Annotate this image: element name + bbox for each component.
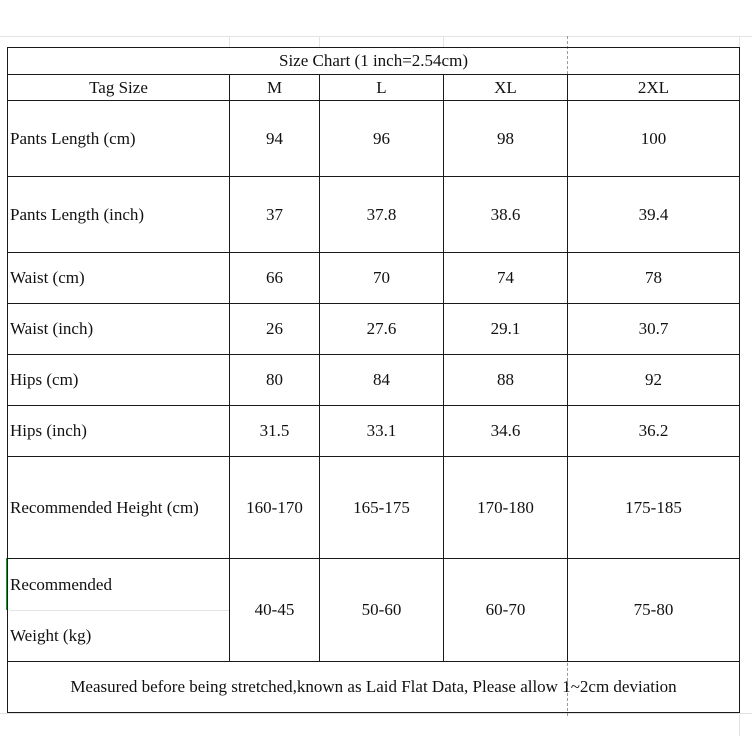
- size-chart-table: [7, 47, 740, 713]
- table-cell: 96: [320, 101, 444, 177]
- chart-title: Size Chart (1 inch=2.54cm): [8, 48, 740, 75]
- deviation-note: Measured before being stretched,known as Laid Flat Data, Please allow 1~2cm deviation: [8, 662, 740, 713]
- table-cell: 80: [230, 355, 320, 406]
- note-row: [8, 662, 740, 713]
- table-cell: 60-70: [444, 559, 568, 662]
- table-cell: 27.6: [320, 304, 444, 355]
- table-cell: 84: [320, 355, 444, 406]
- gridline: [0, 713, 752, 714]
- row-label: Recommended Height (cm): [8, 457, 230, 559]
- table-cell: 30.7: [568, 304, 740, 355]
- row-label: Pants Length (inch): [8, 177, 230, 253]
- table-cell: 38.6: [444, 177, 568, 253]
- header-size-l: L: [320, 75, 444, 101]
- row-label: Pants Length (cm): [8, 101, 230, 177]
- header-tag-size: Tag Size: [8, 75, 230, 101]
- table-row: [8, 355, 740, 406]
- table-row: [8, 559, 740, 662]
- table-cell: 92: [568, 355, 740, 406]
- table-cell: 160-170: [230, 457, 320, 559]
- row-label: Hips (cm): [8, 355, 230, 406]
- header-size-xl: XL: [444, 75, 568, 101]
- header-size-2xl: 2XL: [568, 75, 740, 101]
- table-cell: 66: [230, 253, 320, 304]
- row-label-line2: Weight (kg): [10, 626, 92, 645]
- table-cell: 31.5: [230, 406, 320, 457]
- table-cell: 75-80: [568, 559, 740, 662]
- table-cell: 26: [230, 304, 320, 355]
- row-label: Hips (inch): [8, 406, 230, 457]
- table-cell: 94: [230, 101, 320, 177]
- header-size-m: M: [230, 75, 320, 101]
- table-cell: 39.4: [568, 177, 740, 253]
- table-row: [8, 101, 740, 177]
- table-cell: 170-180: [444, 457, 568, 559]
- title-row: [8, 48, 740, 75]
- header-row: [8, 75, 740, 101]
- table-row: [8, 304, 740, 355]
- table-cell: 98: [444, 101, 568, 177]
- table-row: [8, 177, 740, 253]
- table-cell: 70: [320, 253, 444, 304]
- table-cell: 40-45: [230, 559, 320, 662]
- table-row: [8, 253, 740, 304]
- table-cell: 78: [568, 253, 740, 304]
- table-cell: 29.1: [444, 304, 568, 355]
- table-cell: 50-60: [320, 559, 444, 662]
- gridline: [0, 36, 752, 37]
- table-cell: 175-185: [568, 457, 740, 559]
- table-cell: 165-175: [320, 457, 444, 559]
- row-label: Waist (cm): [8, 253, 230, 304]
- row-label: [8, 559, 230, 662]
- table-row: [8, 457, 740, 559]
- row-label: Waist (inch): [8, 304, 230, 355]
- table-cell: 88: [444, 355, 568, 406]
- row-label-line1: Recommended: [10, 559, 229, 611]
- table-cell: 37.8: [320, 177, 444, 253]
- table-cell: 33.1: [320, 406, 444, 457]
- table-cell: 74: [444, 253, 568, 304]
- table-row: [8, 406, 740, 457]
- table-cell: 100: [568, 101, 740, 177]
- table-cell: 34.6: [444, 406, 568, 457]
- table-cell: 36.2: [568, 406, 740, 457]
- table-cell: 37: [230, 177, 320, 253]
